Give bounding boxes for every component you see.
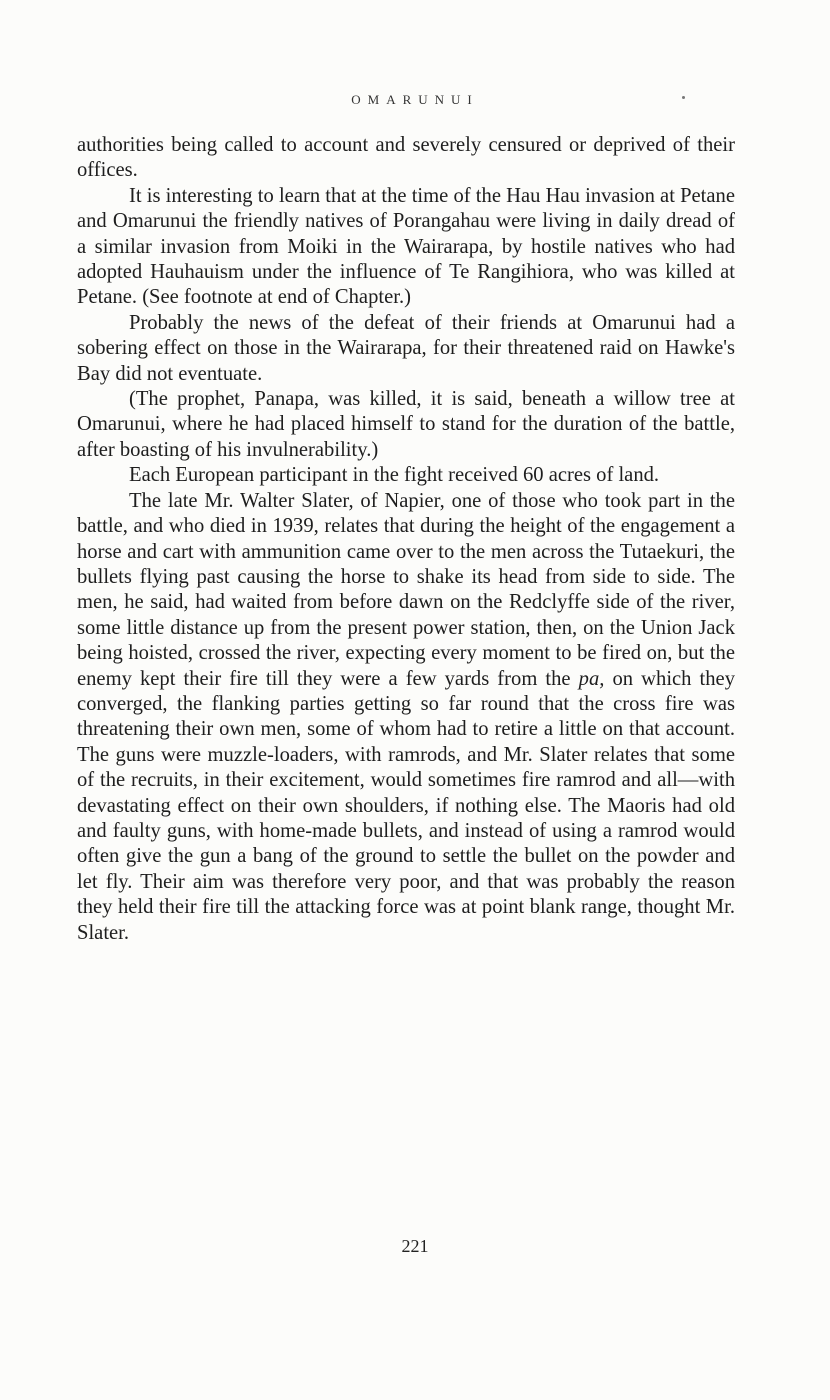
italic-pa: pa,	[578, 667, 605, 690]
paragraph-continuation: authorities being called to account and severely censured or deprived of their offices.	[77, 134, 735, 182]
slater-text-part-2: on which they converged, the flanking parties getting so far round that the cross fire was threatening their own men, some of whom had to retire a little on that account. The guns were muzzle-loaders, with ramrods, and Mr. Slater relates that some of the recruits, in their excitement, would sometimes fire ramrod and all—with devastating effect on their own shoulders, if nothing else. The Maoris had old and faulty guns, with home-made bullets, and instead of using a ramrod would often give the gun a bang of the ground to settle the bullet on the powder and let fly. Their aim was therefore very poor, and that was probably the reason they held their fire till the attacking force was at point blank range, thought Mr. Slater.	[77, 667, 735, 944]
paragraph-prophet-panapa: (The prophet, Panapa, was killed, it is said, beneath a willow tree at Omarunui, where he had placed himself to stand for the duration of the battle, after boasting of his invulnerability.)	[77, 388, 735, 461]
paragraph-walter-slater	[77, 489, 735, 946]
paragraph-wairarapa: Probably the news of the defeat of their friends at Omarunui had a sobering effect on those in the Wairarapa, for their threatened raid on Hawke's Bay did not eventuate.	[77, 311, 735, 385]
paragraph-land-grant: Each European participant in the fight received 60 acres of land.	[129, 464, 660, 487]
running-head: OMARUNUI	[351, 92, 479, 107]
page-number: 221	[401, 1236, 429, 1256]
print-speck	[682, 96, 685, 99]
body-text	[77, 133, 735, 946]
slater-text-part-1: The late Mr. Walter Slater, of Napier, one of those who took part in the battle, and who died in 1939, relates that during the height of the engagement a horse and cart with ammunition came over to the men across the Tutaekuri, the bullets flying past causing the horse to shake its head from side to side. The men, he said, had waited from before dawn on the Redclyffe side of the river, some little distance up from the present power station, then, on the Union Jack being hoisted, crossed the river, expecting every moment to be fired on, but the enemy kept their fire till they were a few yards from the	[77, 489, 735, 690]
paragraph-hau-hau-invasion: It is interesting to learn that at the time of the Hau Hau invasion at Petane and Omarunui the friendly natives of Porangahau were living in daily dread of a similar invasion from Moiki in the Wairarapa, by hostile natives who had adopted Hauhauism under the influence of Te Rangihiora, who was killed at Petane. (See footnote at end of Chapter.)	[77, 184, 735, 309]
